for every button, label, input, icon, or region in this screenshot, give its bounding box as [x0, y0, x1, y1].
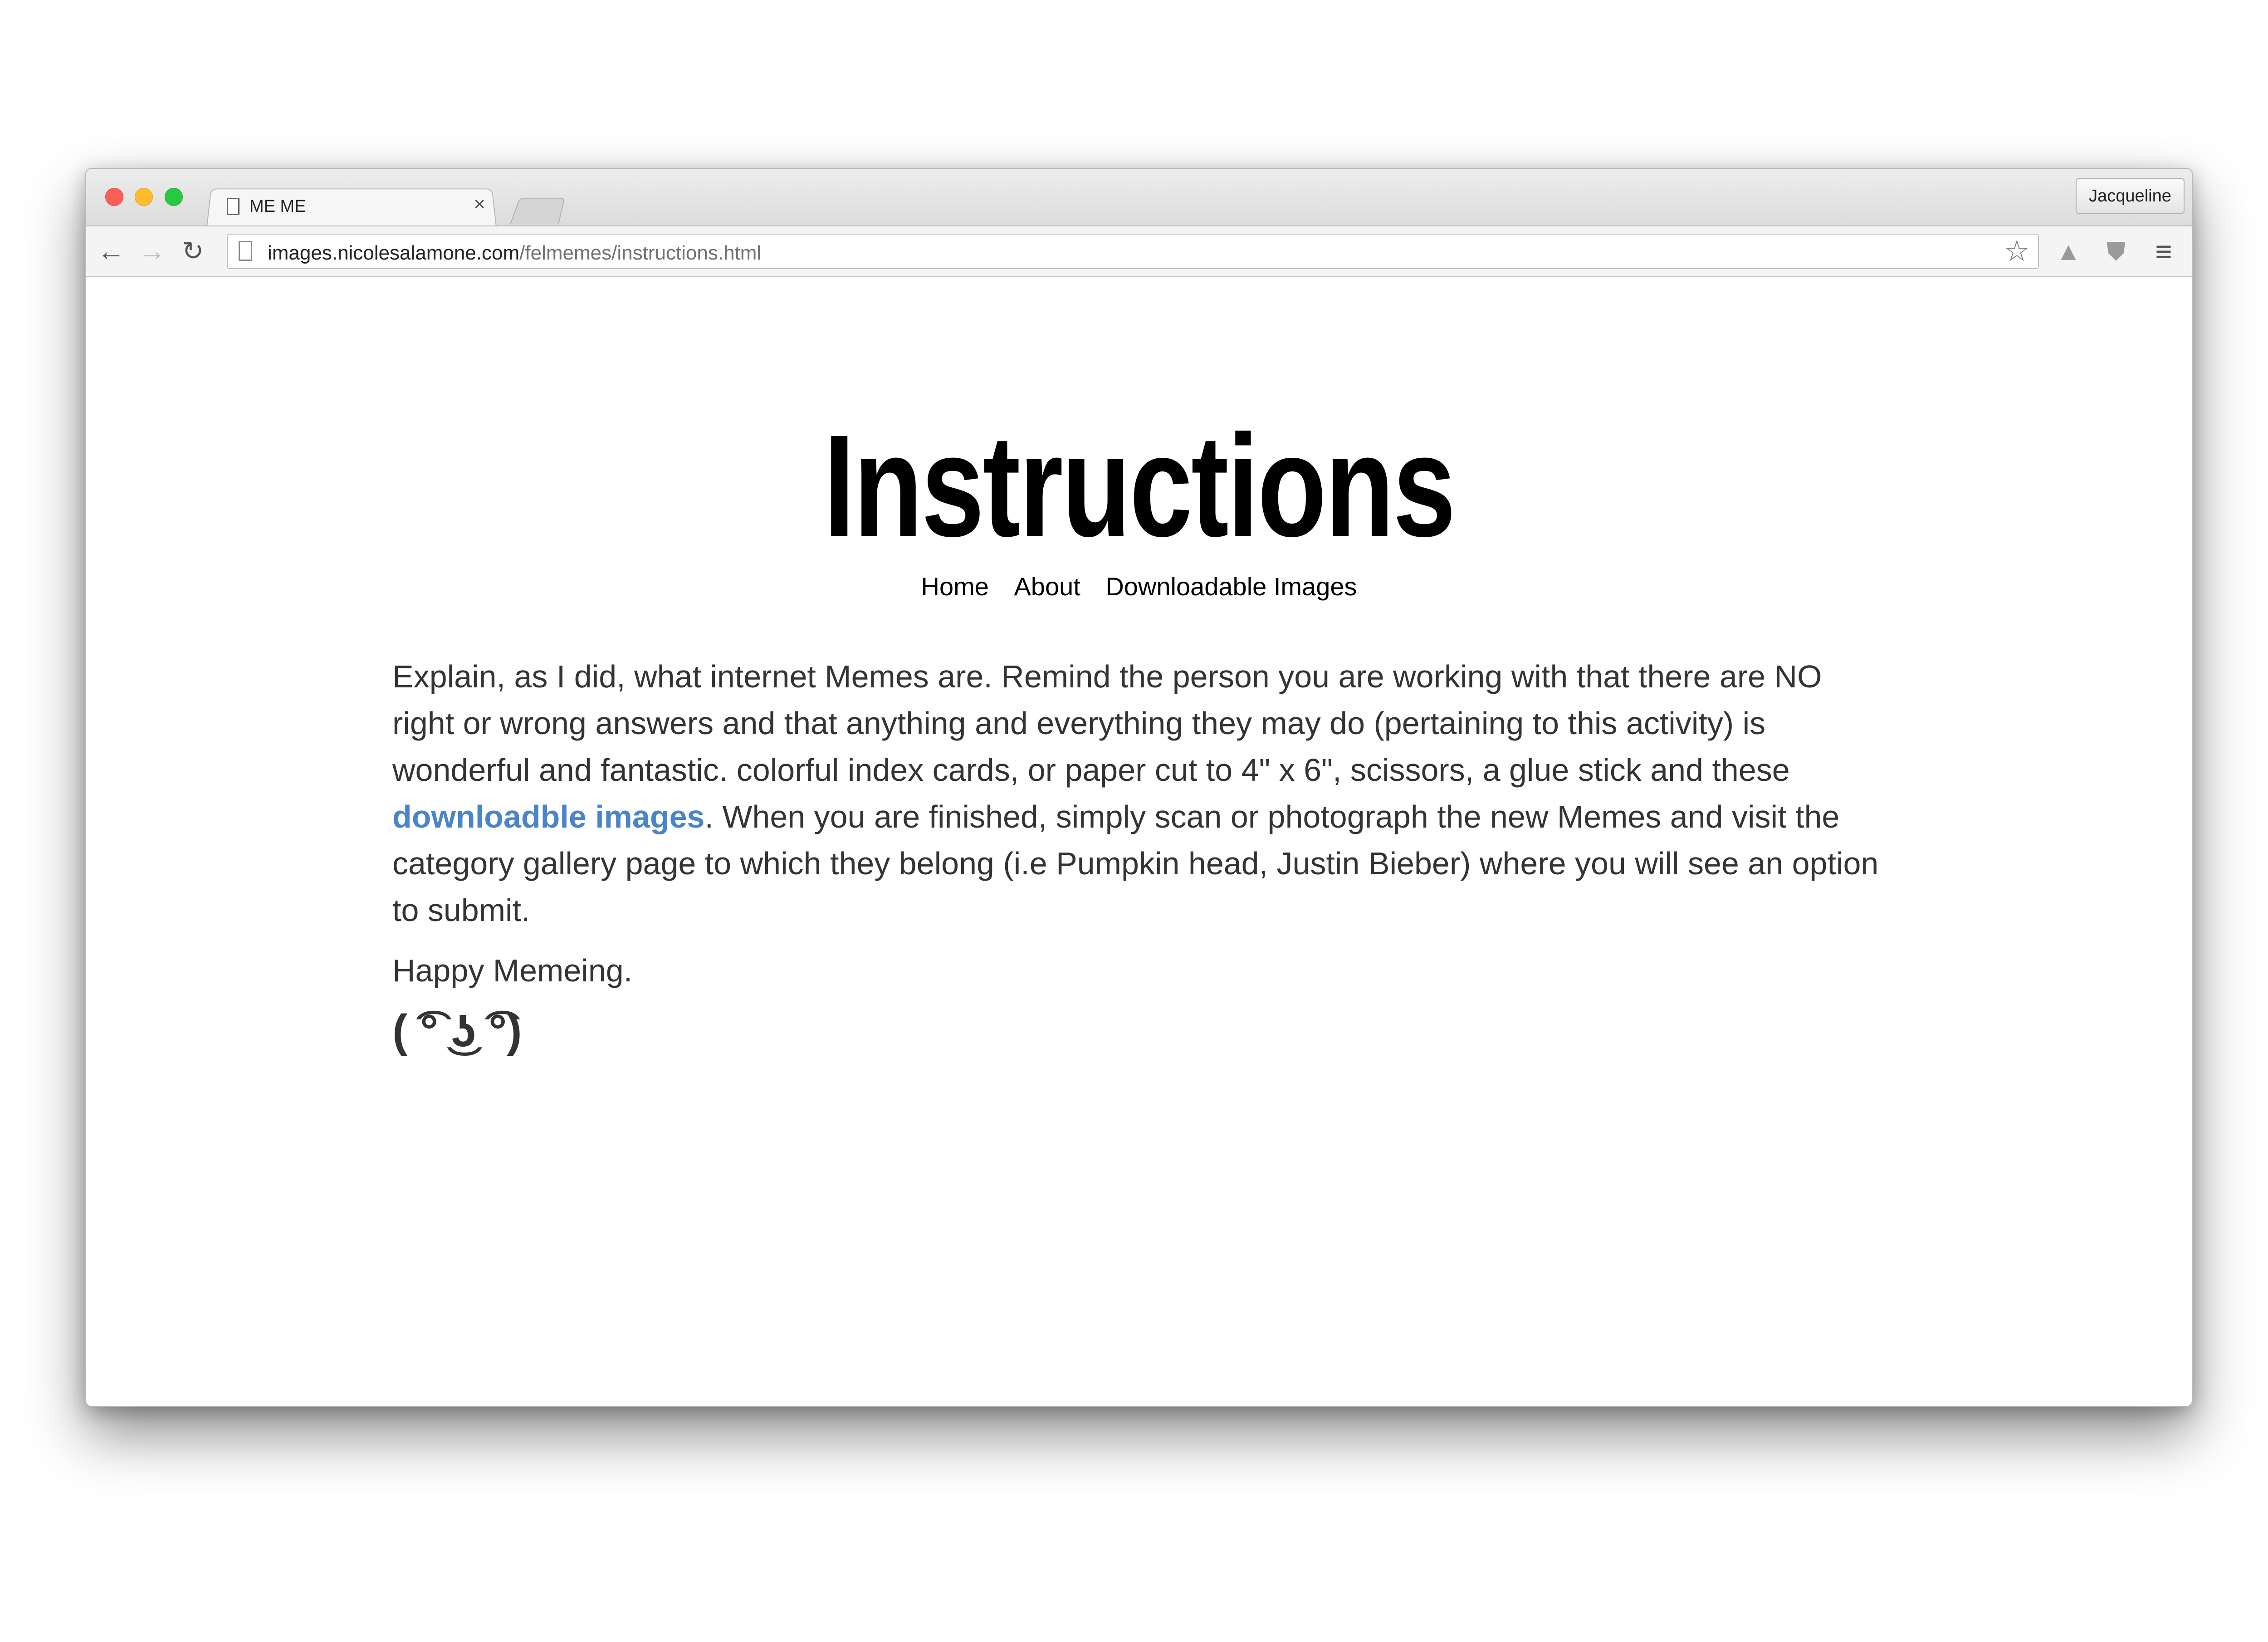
url-path: /felmemes/instructions.html — [519, 242, 762, 264]
page-title: Instructions — [823, 404, 1455, 567]
reload-icon[interactable]: ↻ — [181, 236, 204, 266]
nav-downloadable-images-link[interactable]: Downloadable Images — [1105, 572, 1357, 601]
lenny-face: ( ͡° ͜ʖ ͡°) — [392, 1005, 522, 1056]
back-arrow-icon[interactable]: ← — [97, 235, 125, 267]
close-tab-icon[interactable]: × — [474, 193, 485, 215]
nav-home-link[interactable]: Home — [921, 572, 989, 601]
url-domain: images.nicolesalamone.com — [268, 242, 520, 264]
forward-arrow-icon[interactable]: → — [138, 235, 166, 267]
nav-about-link[interactable]: About — [1014, 572, 1080, 601]
page-icon — [227, 198, 240, 215]
closing-text: Happy Memeing. — [392, 953, 633, 988]
main-nav — [86, 572, 2192, 601]
paragraph-text-1: Explain, as I did, what internet Memes are. Remind the person you are working with that there are NO right or wrong answers and that anything and everything they may do (pertaining to this activity) is wonderful and fantastic. colorful index cards, or paper cut to 4" x 6", scissors, a glue stick and these — [392, 659, 1822, 788]
tab-title: ME ME — [249, 197, 306, 216]
zoom-window-button[interactable] — [165, 188, 183, 206]
close-window-button[interactable] — [105, 188, 123, 206]
browser-toolbar — [86, 225, 2192, 277]
browser-window — [85, 168, 2193, 1407]
active-tab-content — [213, 191, 490, 227]
tab-strip — [86, 169, 2192, 225]
address-bar[interactable] — [227, 234, 2039, 269]
drive-extension-icon[interactable]: ▲ — [2056, 237, 2081, 265]
new-tab-button[interactable] — [510, 198, 565, 224]
menu-icon[interactable]: ≡ — [2155, 235, 2172, 268]
url-text[interactable] — [268, 242, 761, 265]
instructions-paragraph — [392, 653, 1889, 934]
minimize-window-button[interactable] — [135, 188, 153, 206]
shield-extension-icon[interactable]: ⛊ — [2107, 237, 2126, 265]
profile-button[interactable]: Jacqueline — [2076, 178, 2185, 214]
page-info-icon[interactable] — [239, 241, 252, 261]
bookmark-star-icon[interactable]: ☆ — [2004, 235, 2030, 267]
paragraph-text-2: . When you are finished, simply scan or photograph the new Memes and visit the category gallery page to which they belong (i.e Pumpkin head, Justin Bieber) where you will see an option to submit. — [392, 799, 1879, 928]
instructions-body — [392, 653, 1889, 1054]
page-content — [86, 277, 2192, 1406]
downloadable-images-link[interactable]: downloadble images — [392, 799, 705, 834]
